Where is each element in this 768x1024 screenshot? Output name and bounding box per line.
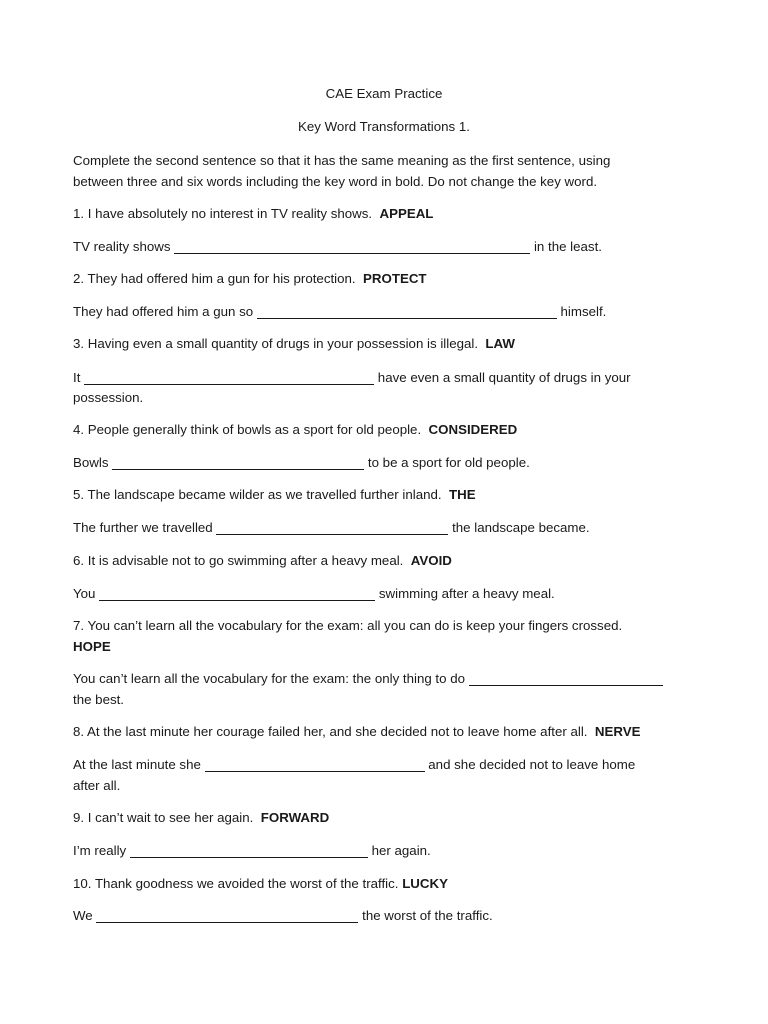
key-word: NERVE bbox=[594, 724, 641, 739]
question-8 bbox=[73, 721, 698, 742]
key-word: CONSIDERED bbox=[428, 422, 518, 437]
answer-blank[interactable] bbox=[205, 757, 425, 772]
answer-blank[interactable] bbox=[216, 520, 448, 535]
answer-blank[interactable] bbox=[96, 908, 358, 923]
question-text: 8. At the last minute her courage failed her, and she decided not to leave home after all. bbox=[73, 724, 588, 739]
key-word: APPEAL bbox=[379, 206, 434, 221]
answer-suffix: swimming after a heavy meal. bbox=[378, 586, 555, 601]
answer-blank[interactable] bbox=[84, 370, 374, 385]
key-word: LAW bbox=[485, 336, 515, 351]
answer-7 bbox=[73, 668, 698, 689]
question-text: 6. It is advisable not to go swimming after a heavy meal. bbox=[73, 553, 404, 568]
answer-prefix: They had offered him a gun so bbox=[73, 304, 254, 319]
answer-5 bbox=[73, 517, 698, 538]
answer-suffix: to be a sport for old people. bbox=[367, 455, 530, 470]
question-text: 1. I have absolutely no interest in TV reality shows. bbox=[73, 206, 373, 221]
answer-8-continued: after all. bbox=[73, 778, 121, 793]
key-word-7: HOPE bbox=[73, 639, 111, 654]
question-text: 10. Thank goodness we avoided the worst of the traffic. bbox=[73, 876, 399, 891]
question-9 bbox=[73, 807, 698, 828]
question-3 bbox=[73, 333, 698, 354]
instructions-line-2: between three and six words including the key word in bold. Do not change the key word. bbox=[73, 174, 598, 189]
question-4 bbox=[73, 419, 698, 440]
answer-blank[interactable] bbox=[257, 304, 557, 319]
question-1 bbox=[73, 203, 698, 224]
answer-blank[interactable] bbox=[112, 455, 364, 470]
answer-4 bbox=[73, 452, 698, 473]
question-text: 2. They had offered him a gun for his protection. bbox=[73, 271, 356, 286]
question-text: 5. The landscape became wilder as we travelled further inland. bbox=[73, 487, 442, 502]
answer-3-continued: possession. bbox=[73, 390, 144, 405]
answer-6 bbox=[73, 583, 698, 604]
key-word: THE bbox=[448, 487, 476, 502]
answer-prefix: The further we travelled bbox=[73, 520, 213, 535]
answer-blank[interactable] bbox=[469, 671, 663, 686]
answer-1 bbox=[73, 236, 698, 257]
question-text: 4. People generally think of bowls as a sport for old people. bbox=[73, 422, 422, 437]
question-10 bbox=[73, 873, 698, 894]
answer-9 bbox=[73, 840, 698, 861]
page-subtitle: Key Word Transformations 1. bbox=[298, 119, 470, 134]
answer-suffix: her again. bbox=[371, 843, 431, 858]
question-text: 9. I can’t wait to see her again. bbox=[73, 810, 254, 825]
key-word: FORWARD bbox=[260, 810, 330, 825]
answer-suffix: the worst of the traffic. bbox=[362, 908, 493, 923]
key-word: PROTECT bbox=[363, 271, 427, 286]
answer-suffix: the landscape became. bbox=[452, 520, 590, 535]
page-title: CAE Exam Practice bbox=[325, 86, 443, 101]
question-2 bbox=[73, 268, 698, 289]
answer-suffix: and she decided not to leave home bbox=[428, 757, 636, 772]
answer-prefix: You can’t learn all the vocabulary for the exam: the only thing to do bbox=[73, 671, 466, 686]
question-text: 3. Having even a small quantity of drugs in your possession is illegal. bbox=[73, 336, 479, 351]
answer-suffix: have even a small quantity of drugs in your bbox=[377, 370, 631, 385]
key-word: AVOID bbox=[410, 553, 452, 568]
answer-blank[interactable] bbox=[99, 586, 375, 601]
question-6 bbox=[73, 550, 698, 571]
answer-blank[interactable] bbox=[130, 843, 368, 858]
answer-prefix: It bbox=[73, 370, 81, 385]
answer-prefix: TV reality shows bbox=[73, 239, 171, 254]
key-word: LUCKY bbox=[402, 876, 448, 891]
answer-8 bbox=[73, 754, 698, 775]
answer-prefix: We bbox=[73, 908, 93, 923]
answer-suffix: in the least. bbox=[533, 239, 602, 254]
answer-10 bbox=[73, 905, 698, 926]
answer-2 bbox=[73, 301, 698, 322]
answer-prefix: At the last minute she bbox=[73, 757, 201, 772]
question-5 bbox=[73, 484, 698, 505]
answer-prefix: I’m really bbox=[73, 843, 127, 858]
answer-3 bbox=[73, 367, 698, 388]
answer-prefix: Bowls bbox=[73, 455, 109, 470]
answer-blank[interactable] bbox=[174, 239, 530, 254]
answer-7-continued: the best. bbox=[73, 692, 125, 707]
question-7: 7. You can’t learn all the vocabulary for the exam: all you can do is keep your fingers crossed. bbox=[73, 618, 623, 633]
instructions-line-1: Complete the second sentence so that it has the same meaning as the first sentence, using bbox=[73, 153, 611, 168]
answer-suffix: himself. bbox=[560, 304, 607, 319]
answer-prefix: You bbox=[73, 586, 96, 601]
